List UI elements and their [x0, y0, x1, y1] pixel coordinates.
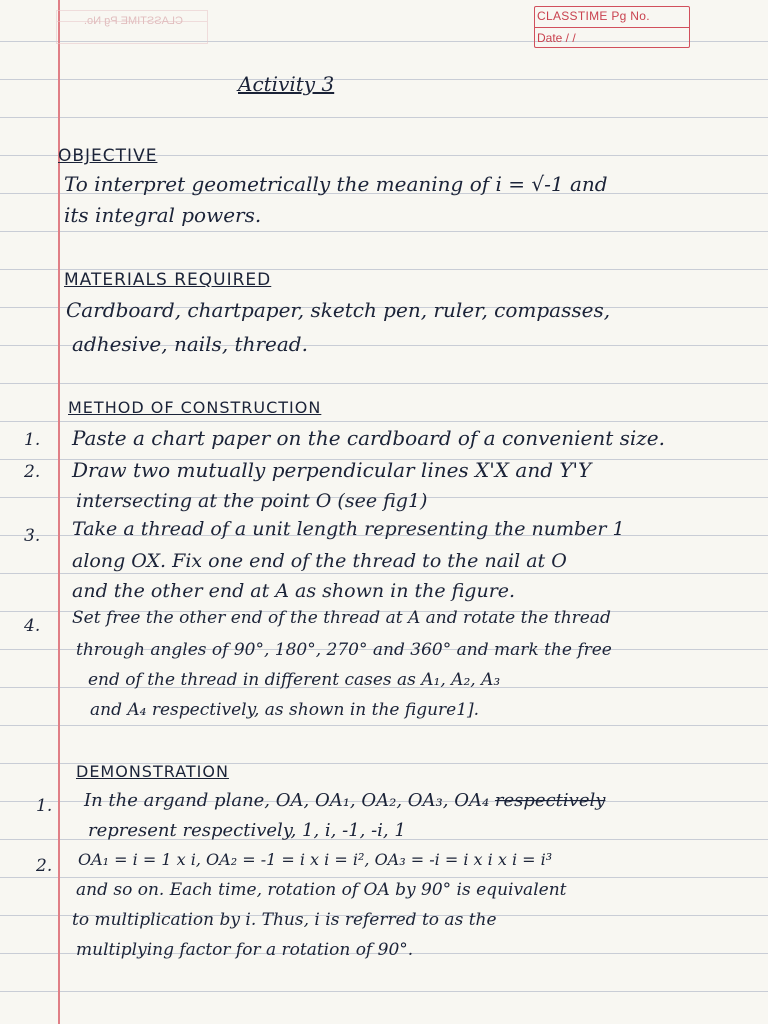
objective-line-2: its integral powers.	[64, 203, 262, 227]
header-brand: CLASSTIME Pg No.	[537, 9, 650, 23]
method-heading: METHOD OF CONSTRUCTION	[68, 398, 322, 417]
objective-line-1: To interpret geometrically the meaning of i = √-1 and	[64, 172, 608, 196]
demo-step-2-line-3: to multiplication by i. Thus, i is referred to as the	[72, 910, 497, 930]
method-step-2-line-1: Draw two mutually perpendicular lines X'X and Y'Y	[72, 458, 592, 482]
header-date: Date / /	[537, 31, 576, 45]
method-step-1-line-1: Paste a chart paper on the cardboard of a convenient size.	[72, 426, 665, 450]
demo-step-2-line-4: multiplying factor for a rotation of 90°.	[76, 940, 414, 960]
demo-step-1-line-2: represent respectively, 1, i, -1, -i, 1	[88, 820, 406, 841]
method-step-4-number: 4.	[24, 616, 41, 636]
materials-line-2: adhesive, nails, thread.	[72, 332, 308, 356]
method-step-4-line-3: end of the thread in different cases as A₁, A₂, A₃	[88, 670, 501, 690]
method-step-4-line-2: through angles of 90°, 180°, 270° and 360° and mark the free	[76, 640, 612, 660]
method-step-4-line-4: and A₄ respectively, as shown in the figure1].	[90, 700, 480, 720]
materials-line-1: Cardboard, chartpaper, sketch pen, ruler, compasses,	[66, 298, 611, 322]
objective-heading: OBJECTIVE	[58, 146, 158, 166]
demonstration-heading: DEMONSTRATION	[76, 762, 229, 781]
page-header-box	[534, 6, 690, 48]
header-divider	[535, 27, 689, 28]
demo-step-2-number: 2.	[36, 856, 53, 876]
method-step-2-number: 2.	[24, 462, 41, 482]
demo-step-1-line-1	[84, 790, 605, 811]
demo-step-1-struck-word: respectively	[494, 790, 606, 811]
materials-heading: MATERIALS REQUIRED	[64, 270, 272, 290]
method-step-2-line-2: intersecting at the point O (see fig1)	[76, 490, 428, 512]
method-step-1-number: 1.	[24, 430, 41, 450]
method-step-4-line-1: Set free the other end of the thread at A and rotate the thread	[72, 608, 611, 628]
demo-step-2-line-2: and so on. Each time, rotation of OA by 90° is equivalent	[76, 880, 567, 900]
demo-step-2-line-1: OA₁ = i = 1 x i, OA₂ = -1 = i x i = i², OA₃ = -i = i x i x i = i³	[78, 850, 553, 869]
page-title: Activity 3	[238, 72, 335, 96]
method-step-3-line-2: along OX. Fix one end of the thread to the nail at O	[72, 550, 567, 572]
demo-step-1-line-1-text: In the argand plane, OA, OA₁, OA₂, OA₃, OA₄	[84, 790, 490, 811]
method-step-3-number: 3.	[24, 526, 41, 546]
method-step-3-line-1: Take a thread of a unit length representing the number 1	[72, 518, 625, 540]
bleed-through-stamp: CLASSTIME Pg No.	[56, 10, 208, 44]
demo-step-1-number: 1.	[36, 796, 53, 816]
method-step-3-line-3: and the other end at A as shown in the figure.	[72, 580, 516, 602]
